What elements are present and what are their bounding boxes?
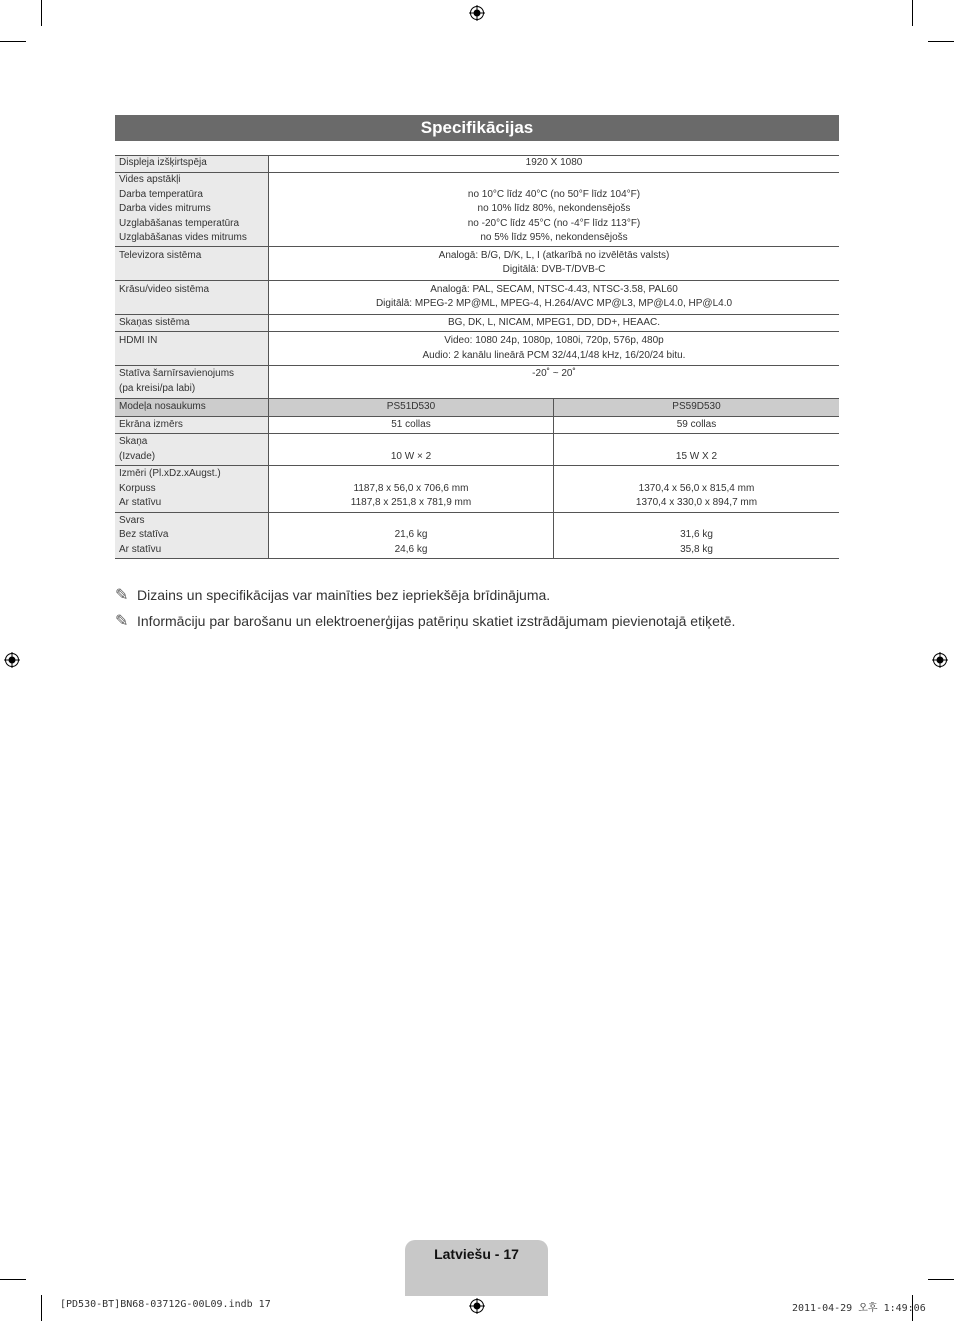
row-label: Skaņa (Izvade): [115, 434, 269, 466]
table-row: [115, 434, 839, 466]
row-label: Statīva šarnīrsavienojums (pa kreisi/pa labi): [115, 366, 269, 399]
crop-mark: [41, 0, 42, 26]
page-number-tab: [405, 1240, 548, 1296]
table-row: [115, 416, 839, 434]
row-value: 1920 X 1080: [269, 156, 840, 173]
registration-mark-icon: [469, 5, 485, 21]
registration-mark-icon: [932, 652, 948, 668]
row-value: BG, DK, L, NICAM, MPEG1, DD, DD+, HEAAC.: [269, 314, 840, 332]
table-row: [115, 246, 839, 280]
row-value: 1370,4 x 56,0 x 815,4 mm 1370,4 x 330,0 x 894,7 mm: [553, 466, 839, 513]
table-row: [115, 332, 839, 366]
note-text: Dizains un specifikācijas var mainīties bez iepriekšēja brīdinājuma.: [137, 587, 551, 603]
table-row: [115, 173, 839, 247]
row-value: 59 collas: [553, 416, 839, 434]
table-row: [115, 314, 839, 332]
crop-mark: [0, 1279, 26, 1280]
row-value: 51 collas: [269, 416, 554, 434]
row-value: no 10°C līdz 40°C (no 50°F līdz 104°F) no 10% līdz 80%, nekondensējošs no -20°C līdz 45°C (no -4°F līdz 113°F) no 5% līdz 95%, nekondensējošs: [269, 173, 840, 247]
spec-table: [115, 155, 839, 559]
footer-file-info: [PD530-BT]BN68-03712G-00L09.indb 17: [60, 1299, 271, 1310]
registration-mark-icon: [4, 652, 20, 668]
row-label: Ekrāna izmērs: [115, 416, 269, 434]
row-value: 21,6 kg 24,6 kg: [269, 512, 554, 559]
crop-mark: [912, 0, 913, 26]
row-value: 1187,8 x 56,0 x 706,6 mm 1187,8 x 251,8 x 781,9 mm: [269, 466, 554, 513]
table-row: [115, 466, 839, 513]
notes-section: [115, 583, 855, 635]
model-name: PS59D530: [553, 399, 839, 417]
row-label: Izmēri (Pl.xDz.xAugst.) Korpuss Ar statīvu: [115, 466, 269, 513]
row-value: 10 W × 2: [269, 434, 554, 466]
page-title: Specifikācijas: [115, 115, 839, 141]
row-label: Vides apstākļi Darba temperatūra Darba vides mitrums Uzglabāšanas temperatūra Uzglabāšanas vides mitrums: [115, 173, 269, 247]
row-label: Svars Bez statīva Ar statīvu: [115, 512, 269, 559]
row-label: Krāsu/video sistēma: [115, 280, 269, 314]
crop-mark: [41, 1295, 42, 1321]
crop-mark: [928, 1279, 954, 1280]
table-row: [115, 280, 839, 314]
row-value: -20˚ ~ 20˚: [269, 366, 840, 399]
row-value: Analogā: B/G, D/K, L, I (atkarībā no izvēlētās valsts) Digitālā: DVB-T/DVB-C: [269, 246, 840, 280]
row-label: Modeļa nosaukums: [115, 399, 269, 417]
note-item: [115, 583, 855, 607]
table-row: [115, 366, 839, 399]
crop-mark: [0, 41, 26, 42]
row-label: Displeja izšķirtspēja: [115, 156, 269, 173]
row-value: 31,6 kg 35,8 kg: [553, 512, 839, 559]
row-value: Video: 1080 24p, 1080p, 1080i, 720p, 576p, 480p Audio: 2 kanālu lineārā PCM 32/44,1/48 kHz, 16/20/24 bitu.: [269, 332, 840, 366]
page-number: Latviešu - 17: [434, 1246, 519, 1262]
table-row: [115, 156, 839, 173]
row-label: Skaņas sistēma: [115, 314, 269, 332]
registration-mark-icon: [469, 1298, 485, 1314]
row-label: Televizora sistēma: [115, 246, 269, 280]
row-value: 15 W X 2: [553, 434, 839, 466]
model-name: PS51D530: [269, 399, 554, 417]
note-item: [115, 609, 855, 633]
row-value: Analogā: PAL, SECAM, NTSC-4.43, NTSC-3.58, PAL60 Digitālā: MPEG-2 MP@ML, MPEG-4, H.264/AVC MP@L3, MP@L4.0, HP@L4.0: [269, 280, 840, 314]
pencil-note-icon: ✎: [115, 613, 129, 630]
pencil-note-icon: ✎: [115, 587, 129, 604]
footer-timestamp: 2011-04-29 오후 1:49:06: [792, 1303, 926, 1314]
table-header-row: [115, 399, 839, 417]
crop-mark: [928, 41, 954, 42]
note-text: Informāciju par barošanu un elektroenerģijas patēriņu skatiet izstrādājumam pievienotajā etiķetē.: [137, 613, 736, 629]
row-label: HDMI IN: [115, 332, 269, 366]
table-row: [115, 512, 839, 559]
